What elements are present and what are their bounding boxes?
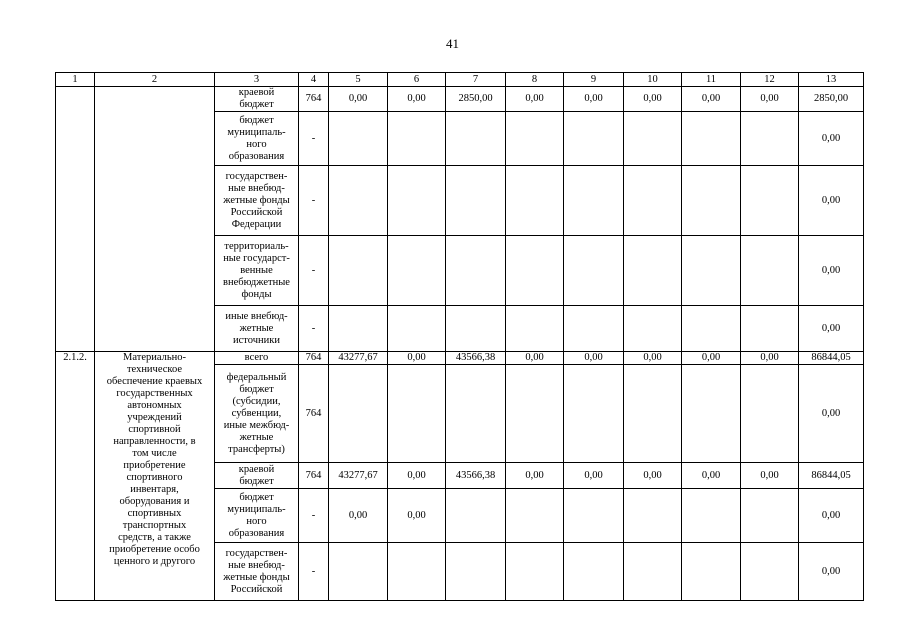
amount-cell: 0,00 bbox=[682, 463, 741, 489]
header-cell: 4 bbox=[299, 73, 329, 87]
header-cell: 9 bbox=[564, 73, 624, 87]
budget-table bbox=[55, 72, 864, 601]
item-code-cell: 2.1.2. bbox=[56, 352, 95, 601]
funding-source-cell: территориаль- ные государст- венные внебюджетные фонды bbox=[215, 236, 299, 306]
header-cell: 6 bbox=[388, 73, 446, 87]
amount-cell bbox=[741, 489, 799, 543]
amount-cell: 0,00 bbox=[564, 87, 624, 112]
amount-cell: 0,00 bbox=[564, 352, 624, 365]
funding-source-cell: всего bbox=[215, 352, 299, 365]
funding-source-cell: бюджет муниципаль- ного образования bbox=[215, 489, 299, 543]
amount-cell bbox=[682, 112, 741, 166]
funding-source-cell: федеральный бюджет (субсидии, субвенции, иные межбюд- жетные трансферты) bbox=[215, 365, 299, 463]
item-name-cell: Материально- техническое обеспечение краевых государственных автономных учреждений спортивной направленности, в том числе приобретение спортивного инвентаря, оборудования и спортивных транспортных средств, а также приобретение особо ценного и другого bbox=[95, 352, 215, 601]
amount-cell bbox=[682, 543, 741, 601]
amount-cell: 0,00 bbox=[329, 87, 388, 112]
amount-cell bbox=[564, 489, 624, 543]
amount-cell bbox=[446, 236, 506, 306]
funding-source-cell: государствен- ные внебюд- жетные фонды Российской bbox=[215, 543, 299, 601]
amount-cell bbox=[329, 543, 388, 601]
amount-cell: 0,00 bbox=[624, 463, 682, 489]
amount-cell: 0,00 bbox=[799, 166, 864, 236]
amount-cell: 2850,00 bbox=[446, 87, 506, 112]
amount-cell: 0,00 bbox=[741, 87, 799, 112]
amount-cell: 0,00 bbox=[799, 236, 864, 306]
funding-source-cell: государствен- ные внебюд- жетные фонды Российской Федерации bbox=[215, 166, 299, 236]
code-cell: - bbox=[299, 543, 329, 601]
amount-cell bbox=[388, 365, 446, 463]
amount-cell bbox=[329, 112, 388, 166]
amount-cell: 0,00 bbox=[624, 87, 682, 112]
header-cell: 8 bbox=[506, 73, 564, 87]
amount-cell bbox=[446, 543, 506, 601]
amount-cell: 0,00 bbox=[388, 352, 446, 365]
amount-cell: 86844,05 bbox=[799, 352, 864, 365]
amount-cell bbox=[741, 236, 799, 306]
code-cell: 764 bbox=[299, 352, 329, 365]
amount-cell bbox=[506, 166, 564, 236]
amount-cell bbox=[506, 365, 564, 463]
amount-cell bbox=[388, 236, 446, 306]
funding-source-cell: краевой бюджет bbox=[215, 463, 299, 489]
amount-cell: 0,00 bbox=[799, 365, 864, 463]
amount-cell: 0,00 bbox=[682, 87, 741, 112]
amount-cell bbox=[329, 236, 388, 306]
code-cell: 764 bbox=[299, 365, 329, 463]
header-cell: 3 bbox=[215, 73, 299, 87]
amount-cell: 0,00 bbox=[564, 463, 624, 489]
header-cell: 7 bbox=[446, 73, 506, 87]
amount-cell bbox=[388, 166, 446, 236]
code-cell: - bbox=[299, 489, 329, 543]
code-cell: - bbox=[299, 306, 329, 352]
amount-cell bbox=[682, 236, 741, 306]
amount-cell bbox=[624, 365, 682, 463]
amount-cell bbox=[446, 306, 506, 352]
amount-cell: 43277,67 bbox=[329, 463, 388, 489]
amount-cell: 0,00 bbox=[506, 352, 564, 365]
item-name-cell bbox=[95, 87, 215, 352]
amount-cell bbox=[624, 112, 682, 166]
amount-cell: 43566,38 bbox=[446, 352, 506, 365]
amount-cell bbox=[564, 166, 624, 236]
table-row bbox=[56, 352, 864, 365]
amount-cell bbox=[624, 543, 682, 601]
amount-cell bbox=[506, 236, 564, 306]
amount-cell: 0,00 bbox=[799, 543, 864, 601]
amount-cell bbox=[741, 543, 799, 601]
amount-cell bbox=[506, 112, 564, 166]
amount-cell bbox=[329, 365, 388, 463]
amount-cell: 0,00 bbox=[799, 489, 864, 543]
amount-cell bbox=[624, 306, 682, 352]
table-row bbox=[56, 87, 864, 112]
code-cell: - bbox=[299, 112, 329, 166]
funding-source-cell: иные внебюд- жетные источники bbox=[215, 306, 299, 352]
amount-cell bbox=[564, 543, 624, 601]
amount-cell bbox=[682, 306, 741, 352]
amount-cell bbox=[388, 112, 446, 166]
amount-cell bbox=[446, 112, 506, 166]
amount-cell: 0,00 bbox=[682, 352, 741, 365]
amount-cell bbox=[624, 489, 682, 543]
amount-cell bbox=[682, 166, 741, 236]
amount-cell: 0,00 bbox=[624, 352, 682, 365]
amount-cell bbox=[446, 166, 506, 236]
amount-cell bbox=[446, 365, 506, 463]
amount-cell: 0,00 bbox=[741, 463, 799, 489]
amount-cell bbox=[624, 166, 682, 236]
header-cell: 11 bbox=[682, 73, 741, 87]
amount-cell: 0,00 bbox=[388, 489, 446, 543]
amount-cell bbox=[741, 365, 799, 463]
amount-cell bbox=[564, 236, 624, 306]
amount-cell: 0,00 bbox=[741, 352, 799, 365]
amount-cell: 2850,00 bbox=[799, 87, 864, 112]
code-cell: 764 bbox=[299, 87, 329, 112]
amount-cell: 0,00 bbox=[799, 306, 864, 352]
amount-cell bbox=[741, 166, 799, 236]
amount-cell bbox=[741, 112, 799, 166]
amount-cell: 43566,38 bbox=[446, 463, 506, 489]
amount-cell bbox=[682, 489, 741, 543]
header-cell: 1 bbox=[56, 73, 95, 87]
amount-cell bbox=[564, 365, 624, 463]
header-row bbox=[56, 73, 864, 87]
amount-cell: 0,00 bbox=[506, 87, 564, 112]
amount-cell bbox=[564, 112, 624, 166]
funding-source-cell: краевой бюджет bbox=[215, 87, 299, 112]
code-cell: - bbox=[299, 236, 329, 306]
amount-cell: 0,00 bbox=[799, 112, 864, 166]
amount-cell bbox=[506, 306, 564, 352]
amount-cell bbox=[388, 306, 446, 352]
amount-cell: 0,00 bbox=[388, 87, 446, 112]
header-cell: 12 bbox=[741, 73, 799, 87]
amount-cell: 43277,67 bbox=[329, 352, 388, 365]
amount-cell bbox=[329, 166, 388, 236]
amount-cell bbox=[446, 489, 506, 543]
amount-cell bbox=[506, 543, 564, 601]
amount-cell bbox=[564, 306, 624, 352]
amount-cell: 86844,05 bbox=[799, 463, 864, 489]
page-number: 41 bbox=[446, 36, 459, 51]
header-cell: 2 bbox=[95, 73, 215, 87]
amount-cell bbox=[506, 489, 564, 543]
amount-cell bbox=[624, 236, 682, 306]
header-cell: 13 bbox=[799, 73, 864, 87]
amount-cell bbox=[682, 365, 741, 463]
code-cell: - bbox=[299, 166, 329, 236]
item-code-cell bbox=[56, 87, 95, 352]
amount-cell bbox=[741, 306, 799, 352]
amount-cell bbox=[388, 543, 446, 601]
amount-cell: 0,00 bbox=[388, 463, 446, 489]
header-cell: 10 bbox=[624, 73, 682, 87]
funding-source-cell: бюджет муниципаль- ного образования bbox=[215, 112, 299, 166]
code-cell: 764 bbox=[299, 463, 329, 489]
amount-cell bbox=[329, 306, 388, 352]
amount-cell: 0,00 bbox=[506, 463, 564, 489]
header-cell: 5 bbox=[329, 73, 388, 87]
amount-cell: 0,00 bbox=[329, 489, 388, 543]
